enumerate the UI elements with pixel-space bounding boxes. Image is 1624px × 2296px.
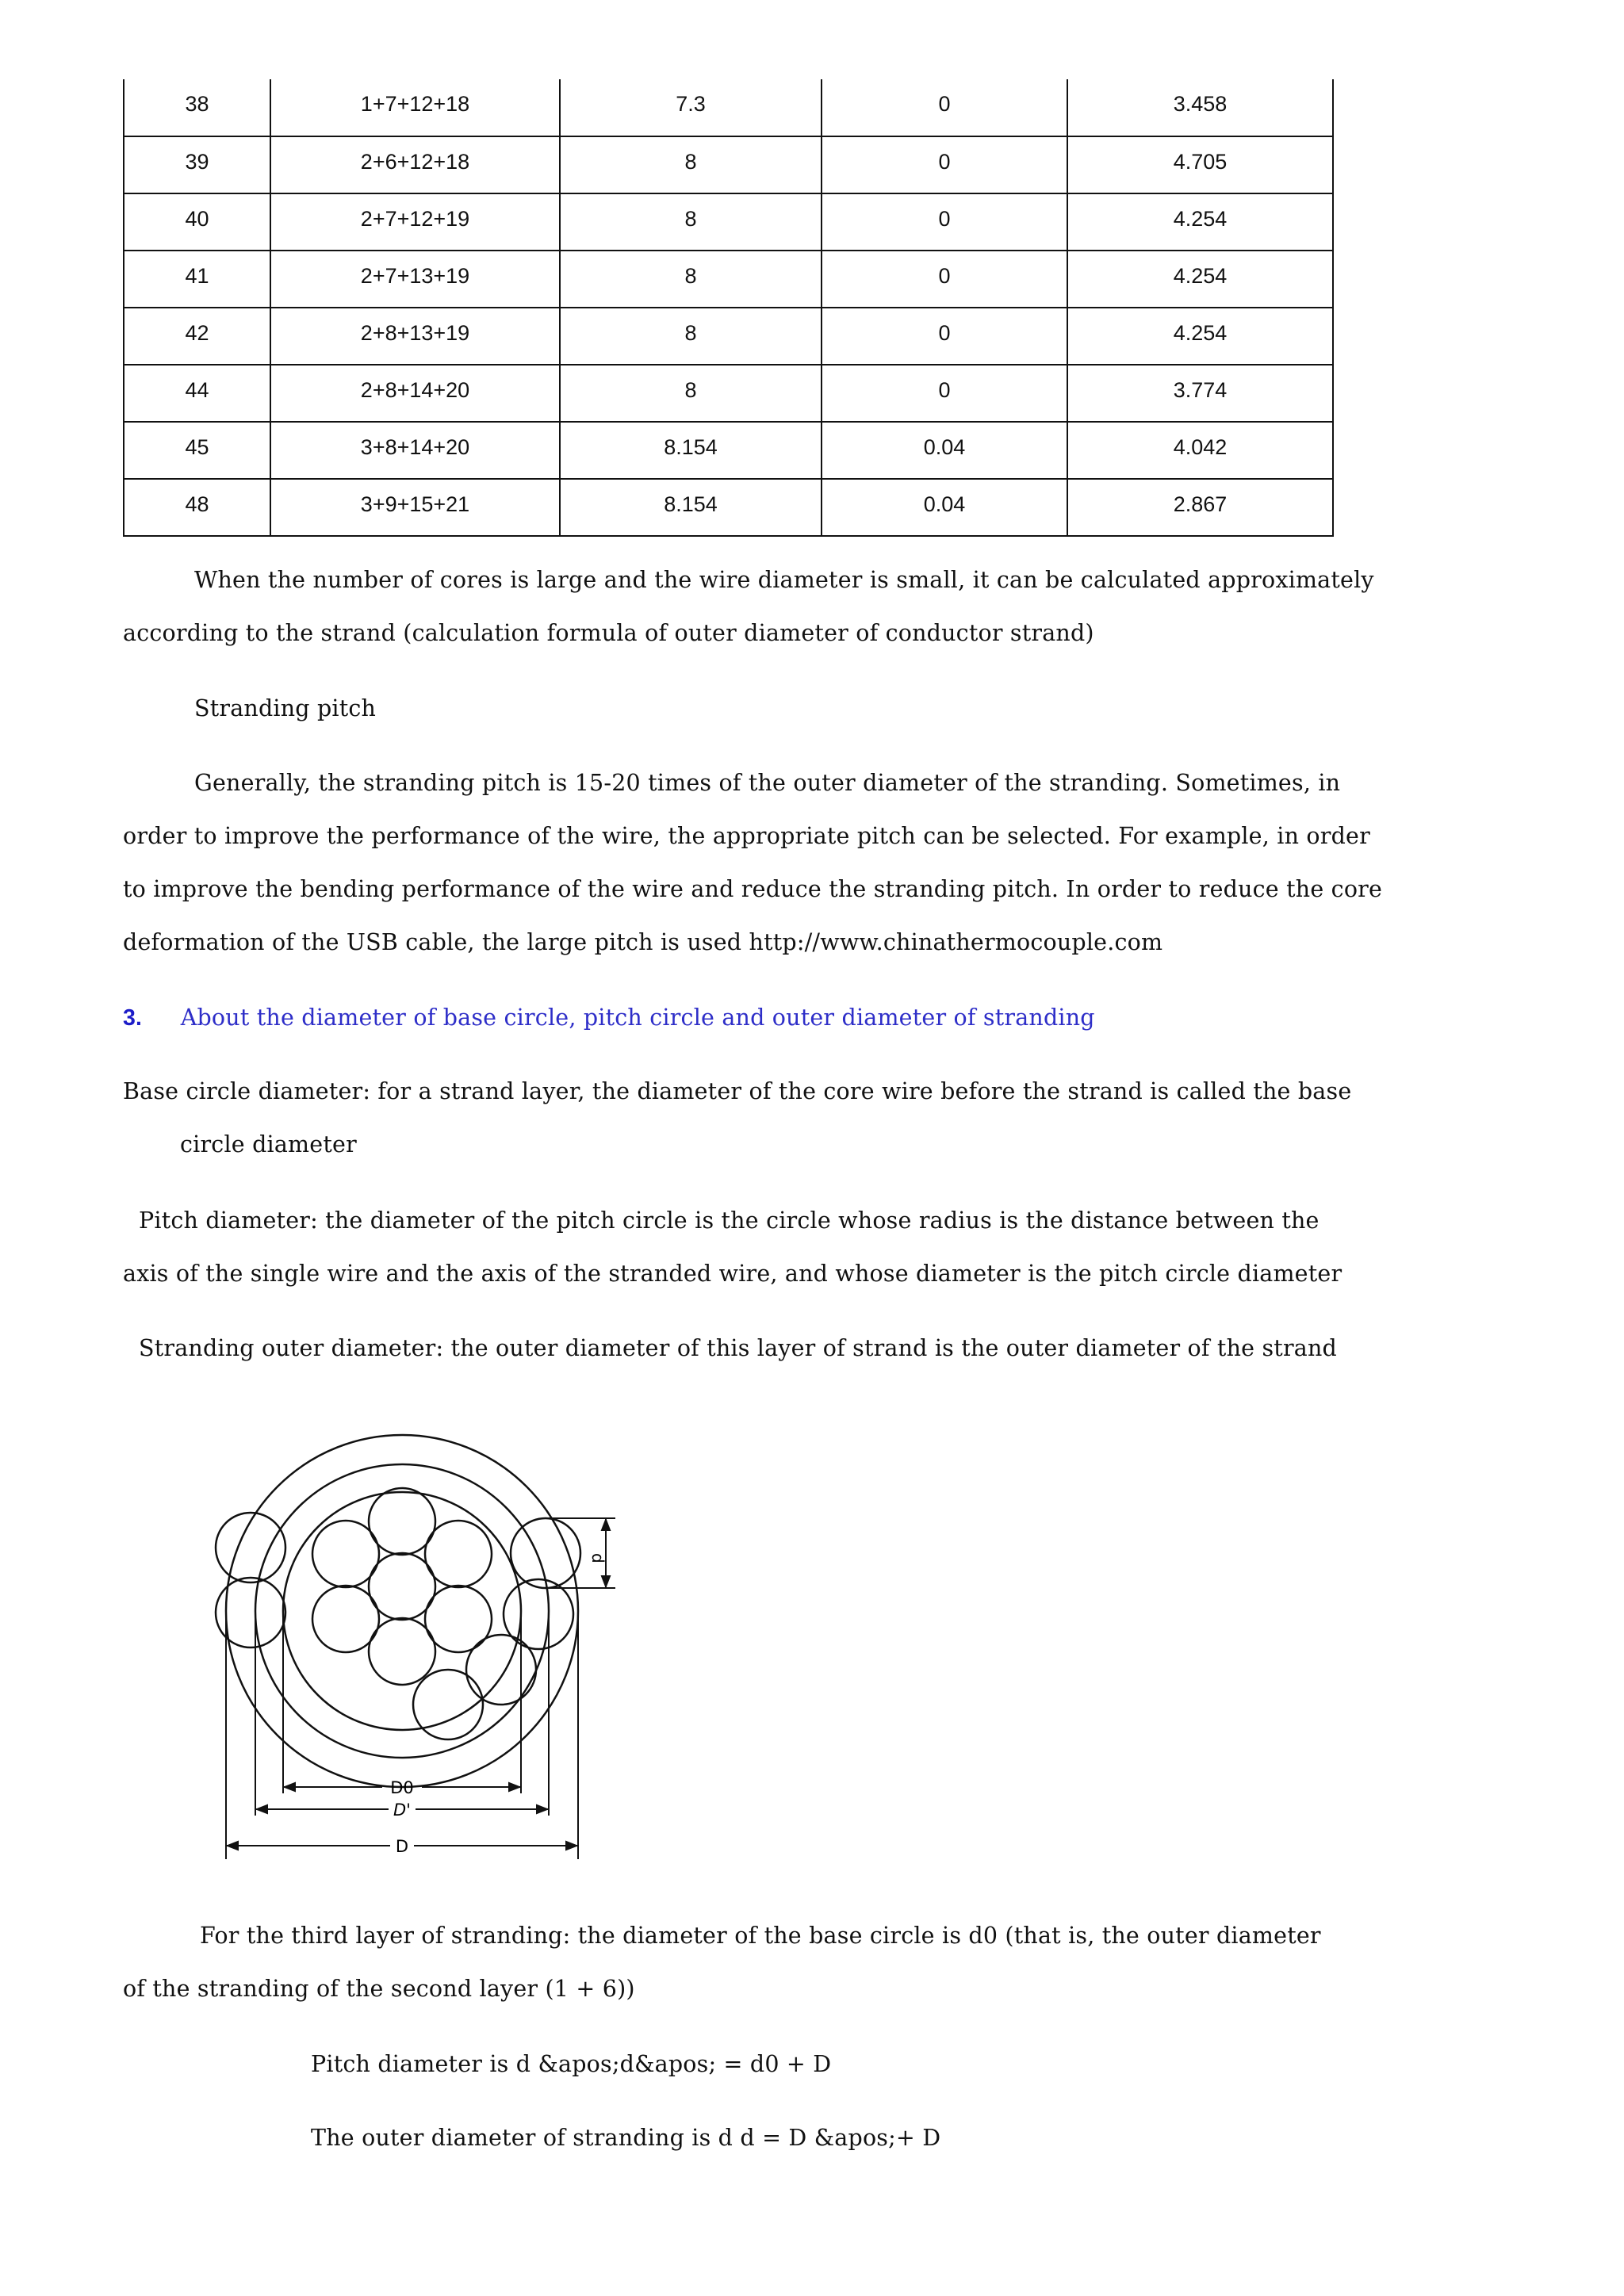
base-circle-line1: Base circle diameter: for a strand layer, the diameter of the core wire before the strand is called the base bbox=[123, 1078, 1352, 1104]
table-cell: 0 bbox=[822, 308, 1067, 365]
table-cell: 4.254 bbox=[1067, 251, 1333, 308]
outer-diameter-line: Stranding outer diameter: the outer diameter of this layer of strand is the outer diameter of the strand bbox=[139, 1335, 1337, 1361]
outer-wire bbox=[413, 1670, 483, 1739]
outer-wire bbox=[504, 1579, 573, 1649]
inner-wire bbox=[425, 1521, 492, 1587]
paragraph-pitch-line4: deformation of the USB cable, the large pitch is used http://www.chinathermocouple.com bbox=[123, 929, 1163, 955]
inner-circle bbox=[283, 1492, 521, 1730]
label-big-d: D bbox=[395, 1837, 409, 1856]
table-cell: 0.04 bbox=[822, 479, 1067, 536]
strand-cross-section-diagram bbox=[214, 1403, 626, 1871]
middle-circle bbox=[255, 1464, 549, 1758]
pitch-diameter-line2: axis of the single wire and the axis of the stranded wire, and whose diameter is the pitch circle diameter bbox=[123, 1261, 1342, 1287]
label-d: d bbox=[588, 1553, 607, 1563]
table-cell: 48 bbox=[124, 479, 270, 536]
table-cell: 44 bbox=[124, 365, 270, 422]
table-cell: 2+8+13+19 bbox=[270, 308, 560, 365]
outer-wire bbox=[466, 1635, 536, 1705]
table-cell: 2+7+13+19 bbox=[270, 251, 560, 308]
table-cell: 0.04 bbox=[822, 422, 1067, 479]
table-cell: 2.867 bbox=[1067, 479, 1333, 536]
table-cell: 3+9+15+21 bbox=[270, 479, 560, 536]
inner-wire bbox=[312, 1521, 379, 1587]
table-cell: 0 bbox=[822, 79, 1067, 136]
table-cell: 8 bbox=[560, 365, 822, 422]
table-cell: 4.254 bbox=[1067, 193, 1333, 251]
table-cell: 4.705 bbox=[1067, 136, 1333, 193]
table-cell: 1+7+12+18 bbox=[270, 79, 560, 136]
base-circle-line2: circle diameter bbox=[180, 1131, 357, 1158]
table-cell: 40 bbox=[124, 193, 270, 251]
table-cell: 4.042 bbox=[1067, 422, 1333, 479]
table-cell: 39 bbox=[124, 136, 270, 193]
table-row bbox=[124, 79, 1333, 136]
table-cell: 38 bbox=[124, 79, 270, 136]
paragraph-approx-line1: When the number of cores is large and the wire diameter is small, it can be calculated approximately bbox=[194, 567, 1374, 593]
table-row bbox=[124, 422, 1333, 479]
table-cell: 2+8+14+20 bbox=[270, 365, 560, 422]
table-cell: 42 bbox=[124, 308, 270, 365]
table-row bbox=[124, 193, 1333, 251]
table-cell: 0 bbox=[822, 136, 1067, 193]
table-cell: 2+6+12+18 bbox=[270, 136, 560, 193]
table-cell: 8 bbox=[560, 136, 822, 193]
stranding-table bbox=[123, 79, 1334, 537]
table-row bbox=[124, 365, 1333, 422]
table-cell: 3.458 bbox=[1067, 79, 1333, 136]
paragraph-approx-line2: according to the strand (calculation formula of outer diameter of conductor strand) bbox=[123, 620, 1094, 646]
table-cell: 3+8+14+20 bbox=[270, 422, 560, 479]
table-cell: 8.154 bbox=[560, 422, 822, 479]
section-title: About the diameter of base circle, pitch circle and outer diameter of stranding bbox=[180, 1004, 1095, 1031]
third-layer-line2: of the stranding of the second layer (1 + 6)) bbox=[123, 1976, 635, 2002]
table-cell: 8 bbox=[560, 308, 822, 365]
section-heading bbox=[123, 1004, 1095, 1032]
table-cell: 45 bbox=[124, 422, 270, 479]
formula-pitch-diameter: Pitch diameter is d &apos;d&apos; = d0 + D bbox=[311, 2051, 832, 2077]
pitch-diameter-line1: Pitch diameter: the diameter of the pitch circle is the circle whose radius is the distance between the bbox=[139, 1207, 1320, 1234]
table-cell: 8 bbox=[560, 193, 822, 251]
extension-lines bbox=[226, 1611, 578, 1859]
table-cell: 0 bbox=[822, 193, 1067, 251]
table-cell: 41 bbox=[124, 251, 270, 308]
third-layer-line1: For the third layer of stranding: the diameter of the base circle is d0 (that is, the outer diameter bbox=[200, 1923, 1321, 1949]
label-d0: D0 bbox=[390, 1778, 414, 1797]
label-dprime: D' bbox=[393, 1800, 411, 1820]
table-row bbox=[124, 308, 1333, 365]
paragraph-pitch-line3: to improve the bending performance of the wire and reduce the stranding pitch. In order to reduce the core bbox=[123, 876, 1383, 902]
section-number: 3. bbox=[123, 1005, 143, 1031]
paragraph-pitch-line2: order to improve the performance of the wire, the appropriate pitch can be selected. For example, in order bbox=[123, 823, 1370, 849]
table-cell: 0 bbox=[822, 251, 1067, 308]
table-row bbox=[124, 251, 1333, 308]
table-row bbox=[124, 479, 1333, 536]
table-cell: 7.3 bbox=[560, 79, 822, 136]
table-cell: 2+7+12+19 bbox=[270, 193, 560, 251]
formula-outer-diameter: The outer diameter of stranding is d d = D &apos;+ D bbox=[311, 2125, 941, 2151]
stranding-pitch-label: Stranding pitch bbox=[194, 695, 377, 721]
table-cell: 8.154 bbox=[560, 479, 822, 536]
table-cell: 4.254 bbox=[1067, 308, 1333, 365]
table-cell: 3.774 bbox=[1067, 365, 1333, 422]
table-cell: 8 bbox=[560, 251, 822, 308]
table-row bbox=[124, 136, 1333, 193]
table-cell: 0 bbox=[822, 365, 1067, 422]
inner-wire bbox=[312, 1586, 379, 1652]
paragraph-pitch-line1: Generally, the stranding pitch is 15-20 times of the outer diameter of the stranding. Sometimes, in bbox=[194, 770, 1341, 796]
